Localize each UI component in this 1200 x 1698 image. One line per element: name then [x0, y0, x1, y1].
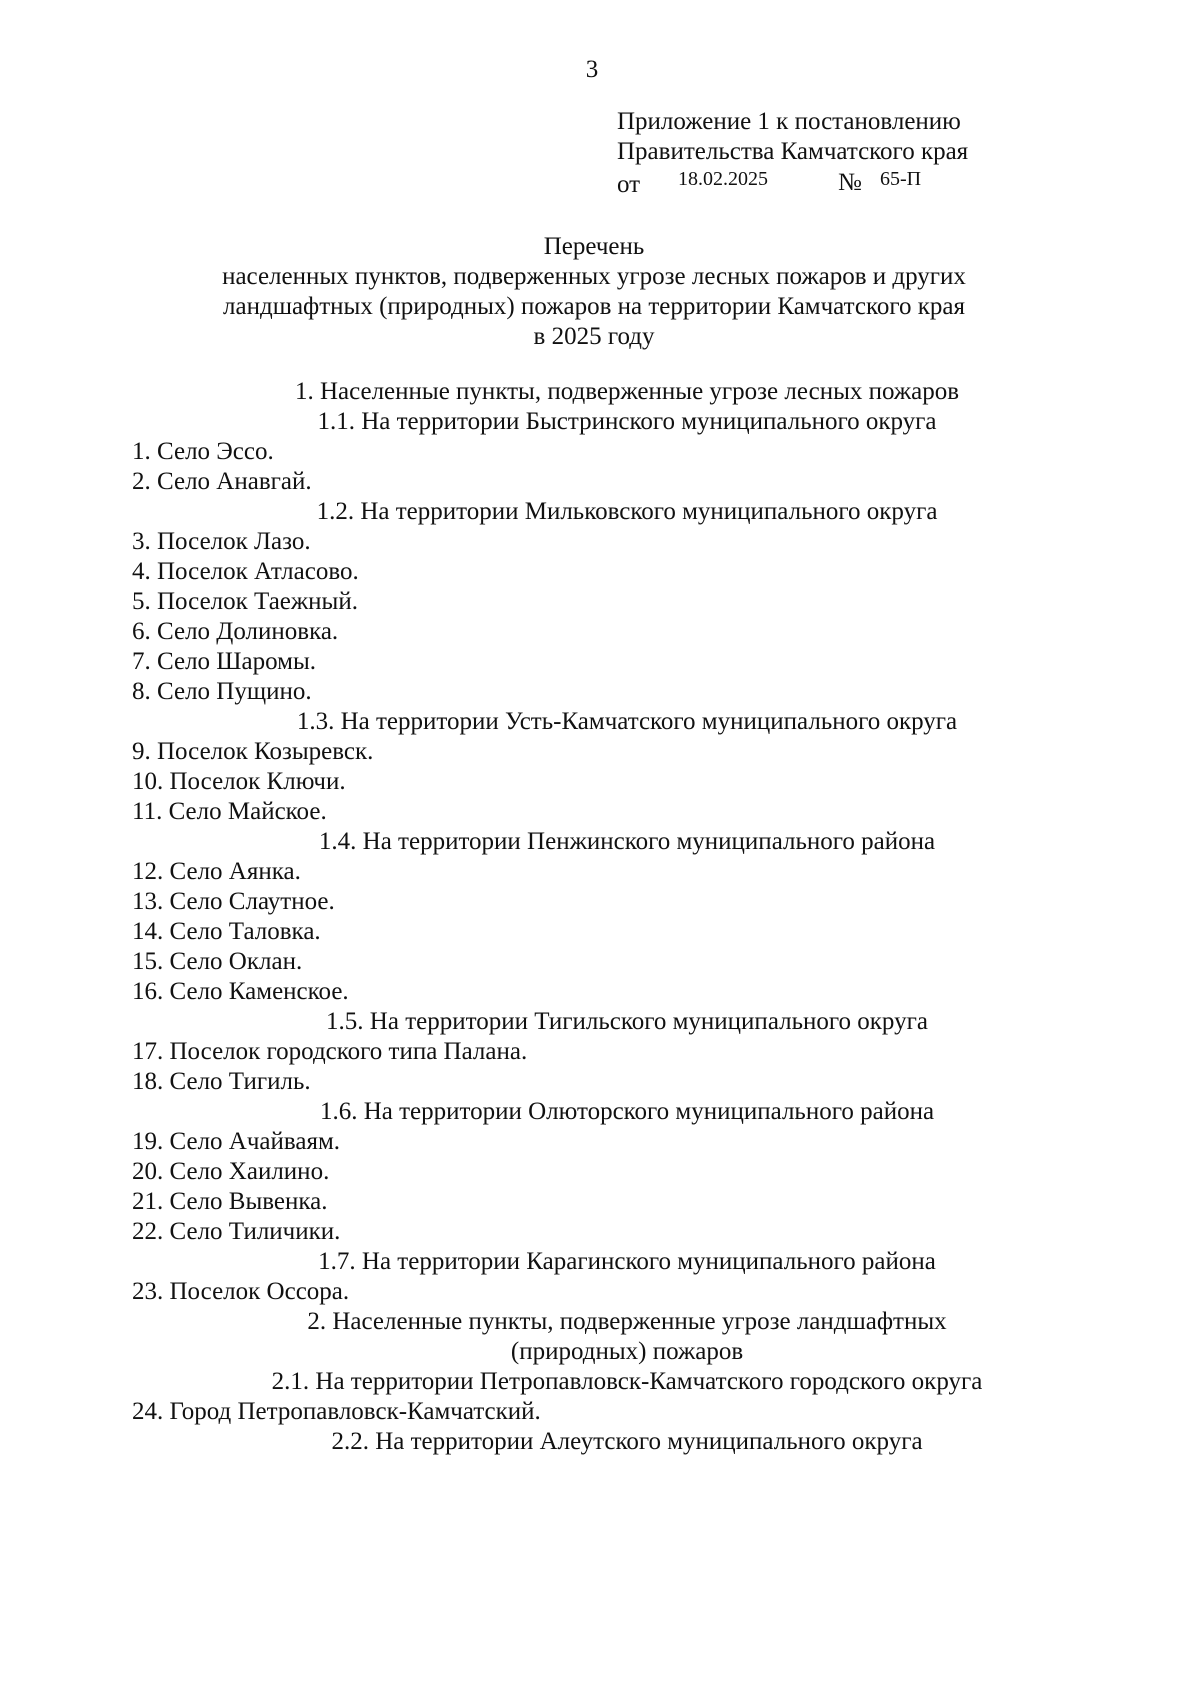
- list-item: 20. Село Хаилино.: [132, 1158, 330, 1185]
- list-item: 10. Поселок Ключи.: [132, 768, 346, 795]
- list-item: 3. Поселок Лазо.: [132, 528, 311, 555]
- list-item: 7. Село Шаромы.: [132, 648, 317, 675]
- list-item: 18. Село Тигиль.: [132, 1068, 311, 1095]
- list-item: 2. Село Анавгай.: [132, 468, 312, 495]
- list-item: 15. Село Оклан.: [132, 948, 303, 975]
- list-item: 12. Село Аянка.: [132, 858, 301, 885]
- appendix-line-1: Приложение 1 к постановлению: [617, 108, 961, 135]
- subsection-1-5: 1.5. На территории Тигильского муниципального округа: [326, 1008, 928, 1035]
- subsection-1-3: 1.3. На территории Усть-Камчатского муниципального округа: [296, 708, 958, 735]
- section-2-heading-line-2: (природных) пожаров: [510, 1338, 744, 1365]
- section-1-heading: 1. Населенные пункты, подверженные угрозе лесных пожаров: [294, 378, 960, 405]
- subsection-1-7: 1.7. На территории Карагинского муниципального района: [318, 1248, 936, 1275]
- list-item: 11. Село Майское.: [132, 798, 327, 825]
- list-item: 22. Село Тиличики.: [132, 1218, 341, 1245]
- title-line-3: ландшафтных (природных) пожаров на территории Камчатского края: [223, 293, 965, 320]
- list-item: 1. Село Эссо.: [132, 438, 274, 465]
- subsection-2-2: 2.2. На территории Алеутского муниципального округа: [331, 1428, 923, 1455]
- appendix-line-2: Правительства Камчатского края: [617, 138, 969, 165]
- list-item: 14. Село Таловка.: [132, 918, 321, 945]
- appendix-from-label: от: [617, 171, 641, 198]
- list-item: 21. Село Вывенка.: [132, 1188, 328, 1215]
- subsection-1-6: 1.6. На территории Олюторского муниципального района: [319, 1098, 935, 1125]
- title-line-1: Перечень: [543, 233, 645, 260]
- list-item: 4. Поселок Атласово.: [132, 558, 359, 585]
- title-line-4: в 2025 году: [533, 323, 655, 350]
- list-item: 9. Поселок Козыревск.: [132, 738, 374, 765]
- section-2-heading-line-1: 2. Населенные пункты, подверженные угрозе ландшафтных: [307, 1308, 947, 1335]
- list-item: 5. Поселок Таежный.: [132, 588, 358, 615]
- list-item: 6. Село Долиновка.: [132, 618, 339, 645]
- list-item: 8. Село Пущино.: [132, 678, 312, 705]
- list-item: 13. Село Слаутное.: [132, 888, 335, 915]
- appendix-number-label: №: [838, 169, 862, 196]
- list-item: 19. Село Ачайваям.: [132, 1128, 341, 1155]
- list-item: 24. Город Петропавловск-Камчатский.: [132, 1398, 541, 1425]
- list-item: 17. Поселок городского типа Палана.: [132, 1038, 528, 1065]
- subsection-1-4: 1.4. На территории Пенжинского муниципального района: [318, 828, 936, 855]
- title-line-2: населенных пунктов, подверженных угрозе лесных пожаров и других: [222, 263, 966, 290]
- page-number: 3: [585, 56, 599, 83]
- subsection-1-2: 1.2. На территории Мильковского муниципального округа: [316, 498, 938, 525]
- list-item: 16. Село Каменское.: [132, 978, 349, 1005]
- subsection-1-1: 1.1. На территории Быстринского муниципального округа: [317, 408, 937, 435]
- appendix-number: 65-П: [880, 168, 922, 190]
- list-item: 23. Поселок Оссора.: [132, 1278, 350, 1305]
- appendix-date: 18.02.2025: [678, 168, 768, 190]
- subsection-2-1: 2.1. На территории Петропавловск-Камчатского городского округа: [271, 1368, 983, 1395]
